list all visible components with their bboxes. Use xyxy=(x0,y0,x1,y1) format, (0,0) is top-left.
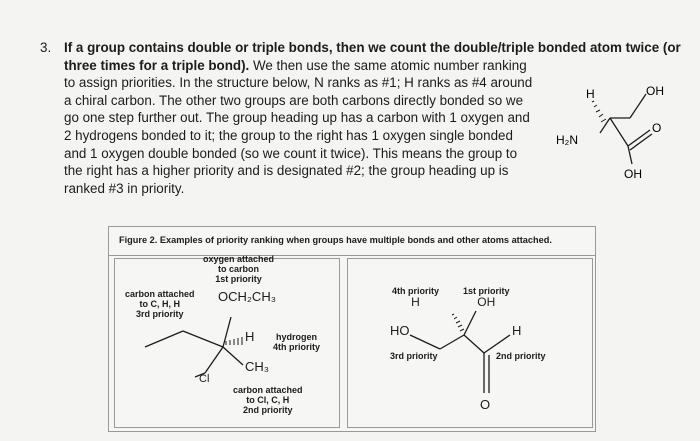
o-label: O xyxy=(652,121,662,135)
third-priority-label: 3rd priority xyxy=(390,351,438,361)
bond-to-cho xyxy=(464,335,484,353)
second-priority-label: 2nd priority xyxy=(496,351,546,361)
left-example-panel xyxy=(114,254,340,428)
question-number: 3. xyxy=(40,40,52,55)
hydrogen-atom: H xyxy=(245,329,255,344)
right-molecule-bonds xyxy=(348,309,592,409)
bond-ch2-c xyxy=(440,335,464,349)
cl-carbon-priority-label: carbon attached to Cl, C, H 2nd priority xyxy=(233,385,303,415)
question-line xyxy=(64,57,684,75)
question-line xyxy=(64,39,684,57)
divider xyxy=(109,255,595,256)
question-text: We then use the same atomic number ranking xyxy=(249,57,527,73)
ethoxy-group: OCH₂CH₃ xyxy=(218,289,277,304)
bond-ethyl-2 xyxy=(183,331,223,347)
question-text: go one step further out. The group heading up has a carbon with 1 oxygen and xyxy=(64,110,530,126)
question-text: a chiral carbon. The other two groups are both carbons directly bonded so we xyxy=(64,92,524,108)
nh2-label: H₂N xyxy=(556,133,578,147)
oh-bottom-label: OH xyxy=(624,167,642,181)
ho-group: HO xyxy=(390,323,410,338)
right-example-panel xyxy=(347,258,593,428)
bond-ethyl-1 xyxy=(145,331,183,347)
oxygen-priority-label: oxygen attached to carbon 1st priority xyxy=(203,254,275,284)
carbon-3rd-priority-label: carbon attached to C, H, H 3rd priority xyxy=(125,289,195,319)
methyl-group: CH₃ xyxy=(245,359,270,374)
figure-caption: Figure 2. Examples of priority ranking when groups have multiple bonds and other atoms attached. xyxy=(119,235,552,245)
bond-to-oh xyxy=(464,311,476,335)
hashed-wedge xyxy=(226,337,242,345)
fourth-priority-label: 4th priority H xyxy=(392,286,440,309)
question-text: the right has a higher priority and is designated #2; the group heading up is xyxy=(64,163,509,179)
question-text: ranked #3 in priority. xyxy=(64,180,185,196)
question-bold-text: If a group contains double or triple bonds, then we count the double/triple bonded atom twice (or xyxy=(64,40,681,55)
hashed-wedge xyxy=(592,101,606,122)
chlorine-atom: Cl xyxy=(199,373,210,385)
bond-to-oh xyxy=(630,94,646,118)
question-text: 2 hydrogens bonded to it; the group to the right has 1 oxygen single bonded xyxy=(64,127,513,143)
bond-to-carboxyl xyxy=(610,118,628,146)
aldehyde-hydrogen: H xyxy=(512,323,522,338)
bond-to-ch3 xyxy=(223,347,243,365)
bond-c-to-ch2 xyxy=(600,118,610,133)
amino-acid-structure xyxy=(548,80,698,190)
left-molecule-bonds xyxy=(135,307,335,397)
question-text: and 1 oxygen double bonded (so we count it twice). This means the group to xyxy=(64,145,518,161)
oh-top-label: OH xyxy=(646,84,664,98)
bond-aldehyde-h xyxy=(484,335,510,353)
question-bold-text: three times for a triple bond). xyxy=(64,57,250,73)
carbonyl-oxygen: O xyxy=(480,397,491,412)
question-text: to assign priorities. In the structure below, N ranks as #1; H ranks as #4 around xyxy=(64,75,533,91)
hydrogen-priority-label: hydrogen 4th priority xyxy=(273,332,321,352)
bond-ho-ch2 xyxy=(410,335,440,349)
figure-2 xyxy=(108,226,596,432)
first-priority-label: 1st priority OH xyxy=(463,286,510,309)
h-label: H xyxy=(586,87,595,101)
hashed-wedge xyxy=(452,314,464,331)
bond-to-ch2cl xyxy=(205,347,223,373)
